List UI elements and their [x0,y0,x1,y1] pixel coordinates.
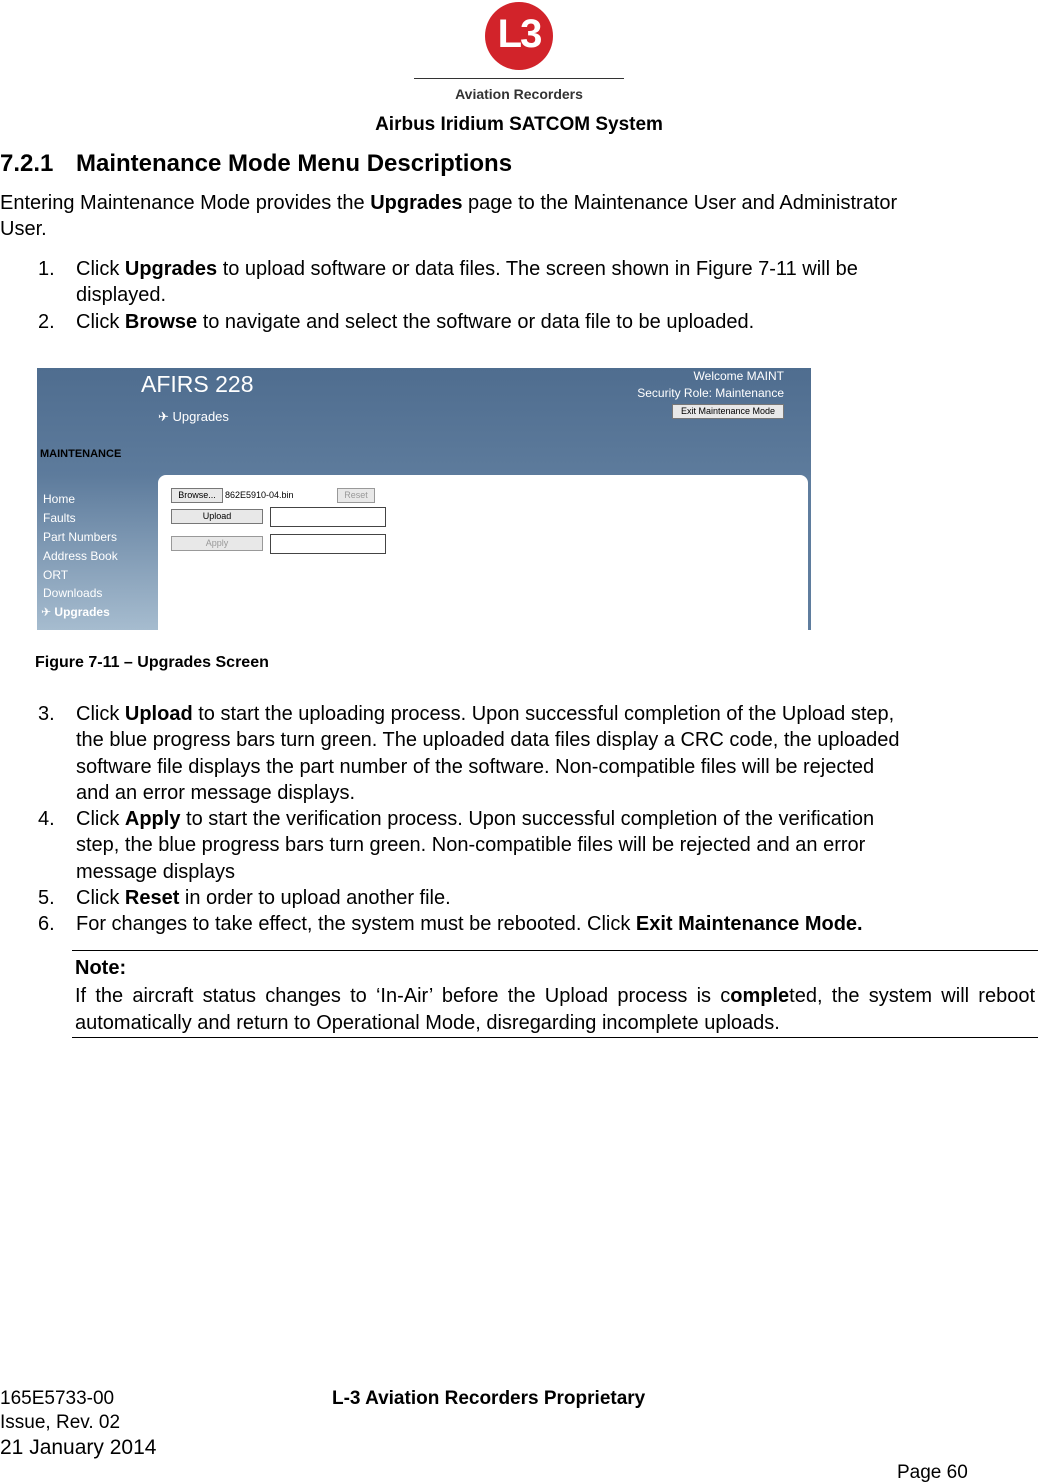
security-role: Security Role: Maintenance [637,386,784,400]
step-bold: Apply [124,808,181,830]
step-text: message displays [76,860,235,883]
figure-caption: Figure 7-11 – Upgrades Screen [35,654,269,671]
footer-date: 21 January 2014 [0,1436,157,1459]
list-item [38,256,1038,310]
nav-address-book[interactable]: Address Book [43,549,118,563]
note-title: Note: [75,957,127,979]
step-text: Click [76,311,125,333]
footer-page-number: Page 60 [897,1462,968,1483]
step-text: in order to upload another file. [179,887,451,909]
list-item [38,806,1038,886]
step-text: Click [76,808,125,830]
logo-subtitle: Aviation Recorders [455,86,583,102]
airplane-icon: ✈ [41,605,52,619]
nav-upgrades[interactable] [41,605,110,619]
apply-progress-field [270,534,386,554]
nav-home[interactable]: Home [43,492,76,506]
logo-text: L3 [497,12,541,56]
step-bold: Upgrades [124,258,218,280]
intro-post: page to the Maintenance User and Administrator [462,192,898,214]
note-bold: omple [730,985,790,1007]
step-bold: Reset [124,887,180,909]
maintenance-label: MAINTENANCE [40,448,122,460]
step-bold: Exit Maintenance Mode. [635,913,863,935]
nav-part-numbers[interactable]: Part Numbers [43,530,118,544]
note-bottom-rule [72,1037,1038,1038]
step-text: to start the uploading process. Upon successful completion of the Upload step, [192,703,895,725]
list-item [38,701,1038,807]
upgrades-screenshot [37,368,811,630]
step-bold: Browse [124,311,198,333]
intro-bold: Upgrades [370,192,463,214]
nav-upgrades-label: Upgrades [54,605,110,619]
step-text: software file displays the part number of the software. Non-compatible files will be rejected [76,755,875,778]
note-text: If the aircraft status changes to ‘In-Air’ before the Upload process is c [75,985,731,1007]
upload-button[interactable]: Upload [171,509,263,524]
step-number: 3. [38,703,55,725]
step-text: to upload software or data files. The screen shown in Figure 7-11 will be [217,258,858,280]
footer-issue: Issue, Rev. 02 [0,1412,121,1433]
step-number: 2. [38,311,55,333]
upload-progress-field [270,507,386,527]
step-text: For changes to take effect, the system must be rebooted. Click [76,913,636,935]
footer-doc-number: 165E5733-00 [0,1388,115,1409]
step-bold: Upload [124,703,193,725]
step-number: 6. [38,913,55,935]
apply-button[interactable]: Apply [171,536,263,551]
step-number: 1. [38,258,55,280]
nav-faults[interactable]: Faults [43,511,76,525]
app-title: AFIRS 228 [141,371,254,397]
list-item [38,885,1038,913]
note-body [75,983,1035,1036]
document-title: Airbus Iridium SATCOM System [375,114,663,135]
intro-paragraph [0,190,1038,242]
logo-divider [414,78,624,79]
step-text: displayed. [76,284,167,307]
step-text: and an error message displays. [76,781,356,804]
exit-maintenance-button[interactable]: Exit Maintenance Mode [672,404,784,419]
step-text: to start the verification process. Upon successful completion of the verification [180,808,875,830]
note-text: ted, the system will reboot automatically and return to Operational Mode, disregarding incomplete uploads. [75,985,1035,1034]
step-text: the blue progress bars turn green. The uploaded data files display a CRC code, the uploaded [76,729,900,752]
section-title: Maintenance Mode Menu Descriptions [76,150,513,177]
note-top-rule [72,950,1038,951]
step-text: step, the blue progress bars turn green. Non-compatible files will be rejected and an error [76,834,866,857]
step-text: Click [76,887,125,909]
breadcrumb-upgrades: Upgrades [172,409,229,424]
step-text: Click [76,258,125,280]
nav-ort[interactable]: ORT [43,568,69,582]
list-item [38,911,1038,939]
intro-pre: Entering Maintenance Mode provides the [0,192,371,214]
list-item [38,309,1038,337]
browse-button[interactable]: Browse... [171,488,223,503]
breadcrumb[interactable] [158,409,229,425]
step-text: to navigate and select the software or data file to be uploaded. [197,311,755,333]
footer-proprietary: L-3 Aviation Recorders Proprietary [332,1388,646,1409]
selected-file-name: 862E5910-04.bin [225,490,294,500]
welcome-text: Welcome MAINT [693,369,784,383]
reset-button[interactable]: Reset [337,488,375,503]
step-number: 4. [38,808,55,830]
step-text: Click [76,703,125,725]
section-number: 7.2.1 [0,150,54,177]
intro-line2: User. [0,218,47,240]
airplane-icon: ✈ [158,409,169,424]
step-number: 5. [38,887,55,909]
nav-downloads[interactable]: Downloads [43,586,103,600]
